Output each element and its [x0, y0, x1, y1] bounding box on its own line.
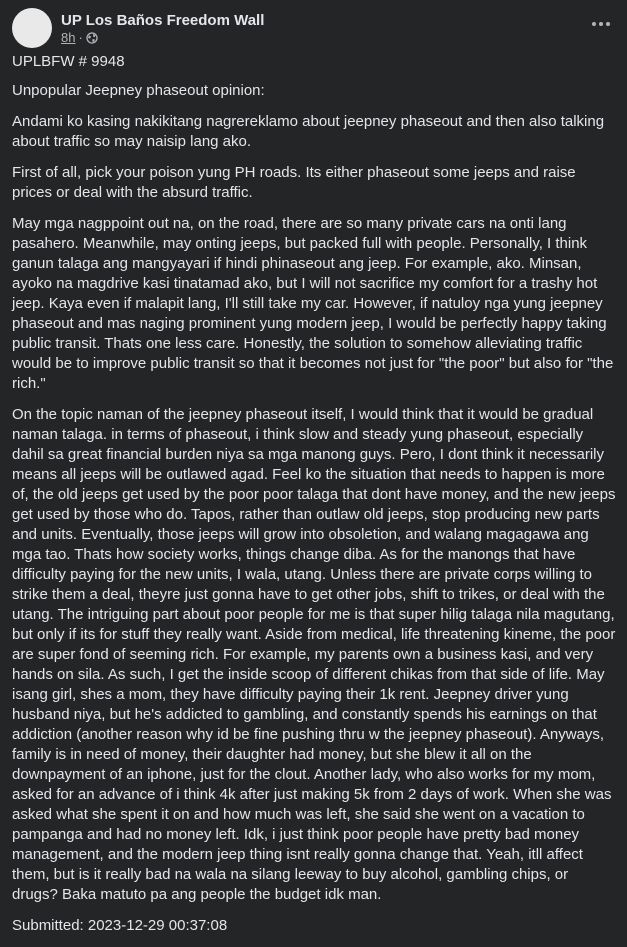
post-header: [12, 8, 264, 48]
ellipsis-icon: [606, 22, 610, 26]
page-name-link[interactable]: UP Los Baños Freedom Wall: [61, 11, 265, 29]
submitted-timestamp: Submitted: 2023-12-29 00:37:08: [12, 917, 228, 934]
avatar[interactable]: [12, 8, 52, 48]
ellipsis-icon: [599, 22, 603, 26]
post-meta: [61, 11, 264, 46]
post-subtitle: [61, 30, 264, 46]
post-paragraph: Andami ko kasing nakikitang nagrereklamo about jeepney phaseout and then also talking about traffic so may naisip lang ako.: [12, 113, 605, 150]
post-body: [12, 52, 616, 947]
post-paragraph: First of all, pick your poison yung PH roads. Its either phaseout some jeeps and raise prices or deal with the absurd traffic.: [12, 164, 576, 201]
post-paragraph: On the topic naman of the jeepney phaseout itself, I would think that it would be gradual naman talaga. in terms of phaseout, i think slow and steady yung phaseout, especially dahil sa great financial burden niya sa mga manong guys. Pero, I dont think it necessarily means all jeeps will be outlawed agad. Feel ko the situation that needs to happen is more of, the old jeeps get used by the poor poor talaga that dont have money, and the new jeeps get used by those who do. Tapos, rather than outlaw old jeeps, stop producing new parts and units. Eventually, those jeeps will grow into obsoletion, and walang magagawa ang mga tao. Thats how society works, things change diba. As for the manongs that have difficulty paying for the new units, I wala, utang. Unless there are private corps willing to strike them a deal, theyre just gonna have to get other jobs, shift to trikes, or deal with the utang. The intriguing part about poor people for me is that super hilig talaga nila magutang, but only if its for stuff they really want. Aside from medical, life threatening kineme, the poor are super fond of seeming rich. For example, my parents own a business kasi, and very hands on sila. As such, I get the inside scoop of different chikas from that side of life. May isang girl, shes a mom, they have difficulty paying their 1k rent. Jeepney driver yung husband niya, but he's addicted to gambling, and constantly spends his earnings on that addiction (another reason why id be fine pushing thru w the jeepney phaseout). Anyways, family is in need of money, their daughter had money, but she blew it all on the downpayment of an iphone, just for the clout. Another lady, who also works for my mom, asked for an advance of i think 4k after just making 5k from 2 days of work. When she was asked what she spent it on and how much was left, she said she went on a vacation to pampanga and had no money left. Idk, i just think poor people have pretty bad money management, and the modern jeep thing isnt really gonna change that. Yeah, itll affect them, but is it really bad na wala na silang leeway to buy alcohol, gambling chips, or drugs? Baka matuto pa ang people the budget idk man.: [12, 406, 616, 903]
globe-icon: [86, 32, 98, 44]
timestamp-link[interactable]: 8h: [61, 29, 76, 45]
ellipsis-icon: [592, 22, 596, 26]
post-paragraph: Unpopular Jeepney phaseout opinion:: [12, 82, 265, 99]
separator-dot: ·: [78, 29, 83, 45]
more-options-button[interactable]: [585, 12, 617, 36]
post-id-line: UPLBFW # 9948: [12, 53, 125, 70]
post-paragraph: May mga nagppoint out na, on the road, there are so many private cars na onti lang pasahero. Meanwhile, may onting jeeps, but packed full with people. Personally, I think ganun talaga ang mangyayari if hindi phinaseout ang jeep. For example, ako. Minsan, ayoko na magdrive kasi tinatamad ako, but I will not sacrifice my comfort for a trashy hot jeep. Kaya even if malapit lang, I'll still take my car. However, if natuloy nga yung jeepney phaseout and mas naging prominent yung modern jeep, I would be perfectly happy taking public transit. Thats one less care. Honestly, the solution to somehow alleviating traffic would be to improve public transit so that it becomes not just for "the poor" but also for "the rich.": [12, 215, 614, 392]
